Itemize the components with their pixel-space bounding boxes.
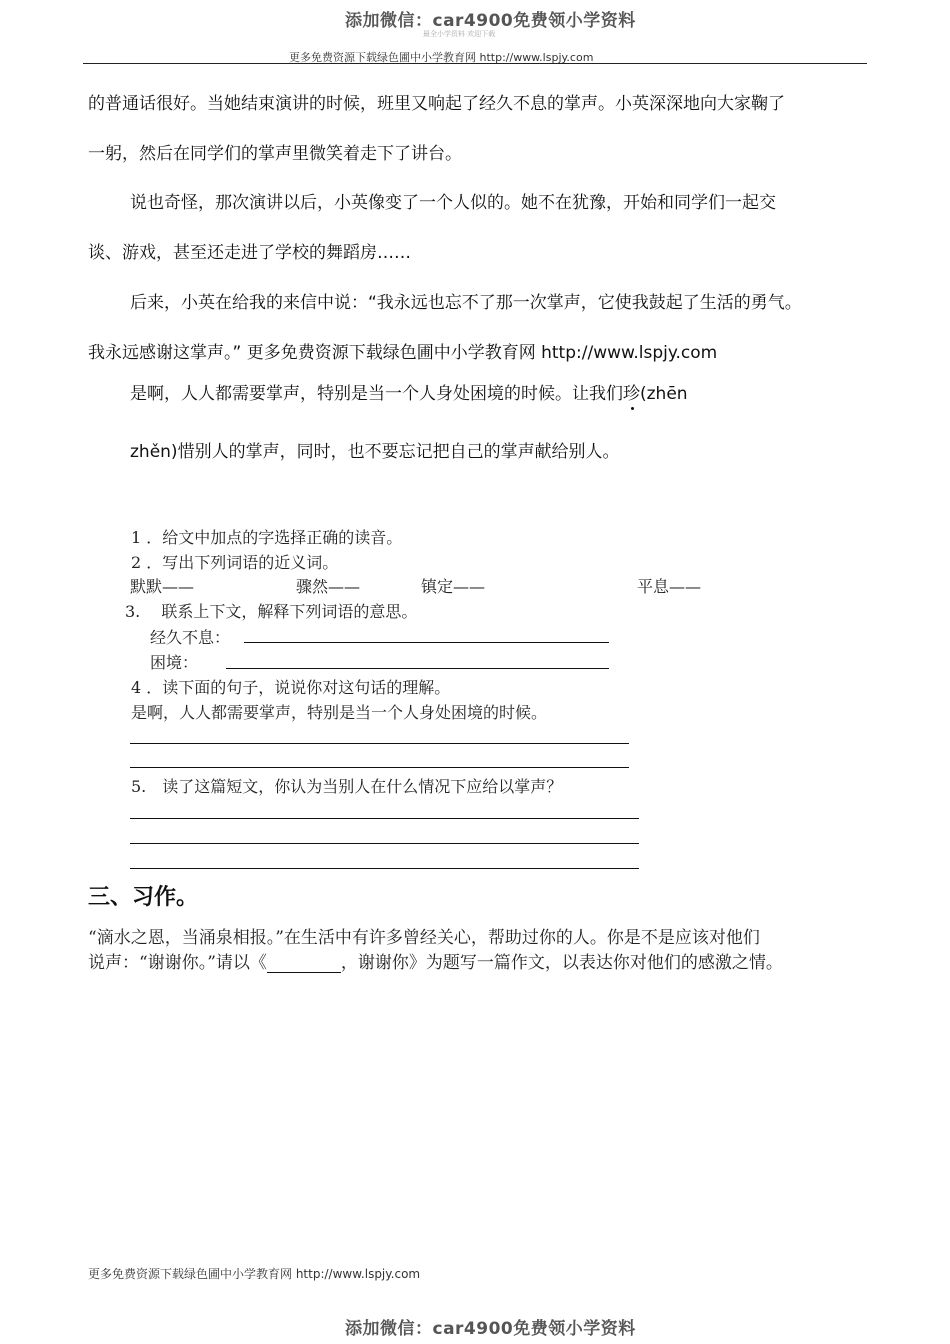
q5-answer-line-1[interactable] — [130, 818, 639, 819]
synonym-3: 镇定—— — [421, 577, 486, 596]
synonym-4: 平息—— — [637, 577, 702, 596]
q4-answer-line-2[interactable] — [130, 767, 629, 768]
question-3: 3. 联系上下文，解释下列词语的意思。 — [125, 602, 418, 621]
composition-line-1: “滴水之恩，当涌泉相报。”在生活中有许多曾经关心，帮助过你的人。你是不是应该对他们 — [88, 928, 760, 948]
composition-heading: 三、习作。 — [88, 885, 199, 910]
passage-p3-line2: 我永远感谢这掌声。” 更多免费资源下载绿色圃中小学教育网 http://www.lspjy.com — [88, 343, 718, 363]
q3-word-1: 经久不息： — [150, 628, 231, 647]
passage-p2-line2: 谈、游戏，甚至还走进了学校的舞蹈房…… — [88, 243, 411, 263]
passage-p4-line2: zhěn)惜别人的掌声，同时，也不要忘记把自己的掌声献给别人。 — [130, 442, 620, 462]
top-watermark: 添加微信：car4900免费领小学资料 — [345, 11, 636, 31]
question-5: 5. 读了这篇短文，你认为当别人在什么情况下应给以掌声？ — [131, 777, 563, 796]
q4-answer-line-1[interactable] — [130, 743, 629, 744]
header-site-line: 更多免费资源下载绿色圃中小学教育网 http://www.lspjy.com — [289, 51, 594, 64]
q5-answer-line-2[interactable] — [130, 843, 639, 844]
q5-answer-line-3[interactable] — [130, 868, 639, 869]
dotted-char: 珍 — [623, 384, 640, 404]
question-1: 1 ．给文中加点的字选择正确的读音。 — [131, 528, 403, 547]
passage-p4-line1-pre: 是啊，人人都需要掌声，特别是当一个人身处困境的时候。让我们 — [130, 384, 623, 404]
q3-answer-line-1[interactable] — [244, 642, 609, 643]
passage-p3-line1: 后来，小英在给我的来信中说：“我永远也忘不了那一次掌声，它使我鼓起了生活的勇气。 — [130, 293, 802, 313]
q3-word-2: 困境： — [150, 653, 199, 672]
question-4: 4 ．读下面的句子，说说你对这句话的理解。 — [131, 678, 451, 697]
passage-p4-line1-post: (zhēn — [640, 384, 688, 404]
header-rule — [83, 63, 867, 64]
header-subtext: 最全小学资料 欢迎下载 — [423, 30, 496, 38]
passage-p2-line1: 说也奇怪，那次演讲以后，小英像变了一个人似的。她不在犹豫，开始和同学们一起交 — [130, 193, 776, 213]
passage-p1-line2: 一躬，然后在同学们的掌声里微笑着走下了讲台。 — [88, 144, 462, 164]
question-2: 2 ．写出下列词语的近义词。 — [131, 553, 339, 572]
title-blank[interactable] — [267, 958, 341, 973]
q3-answer-line-2[interactable] — [226, 668, 609, 669]
q4-sentence: 是啊，人人都需要掌声，特别是当一个人身处困境的时候。 — [131, 703, 548, 722]
bottom-watermark: 添加微信：car4900免费领小学资料 — [345, 1319, 636, 1339]
footer-site-line: 更多免费资源下载绿色圃中小学教育网 http://www.lspjy.com — [88, 1267, 421, 1281]
composition-line-2-post: ，谢谢你》为题写一篇作文，以表达你对他们的感激之情。 — [340, 953, 783, 973]
synonym-2: 骤然—— — [296, 577, 361, 596]
composition-line-2-pre: 说声：“谢谢你。”请以《 — [88, 953, 267, 973]
passage-p1-line1: 的普通话很好。当她结束演讲的时候，班里又响起了经久不息的掌声。小英深深地向大家鞠了 — [88, 94, 785, 114]
synonym-1: 默默—— — [130, 577, 195, 596]
passage-p4-line1 — [130, 379, 688, 404]
composition-line-2 — [88, 948, 783, 973]
